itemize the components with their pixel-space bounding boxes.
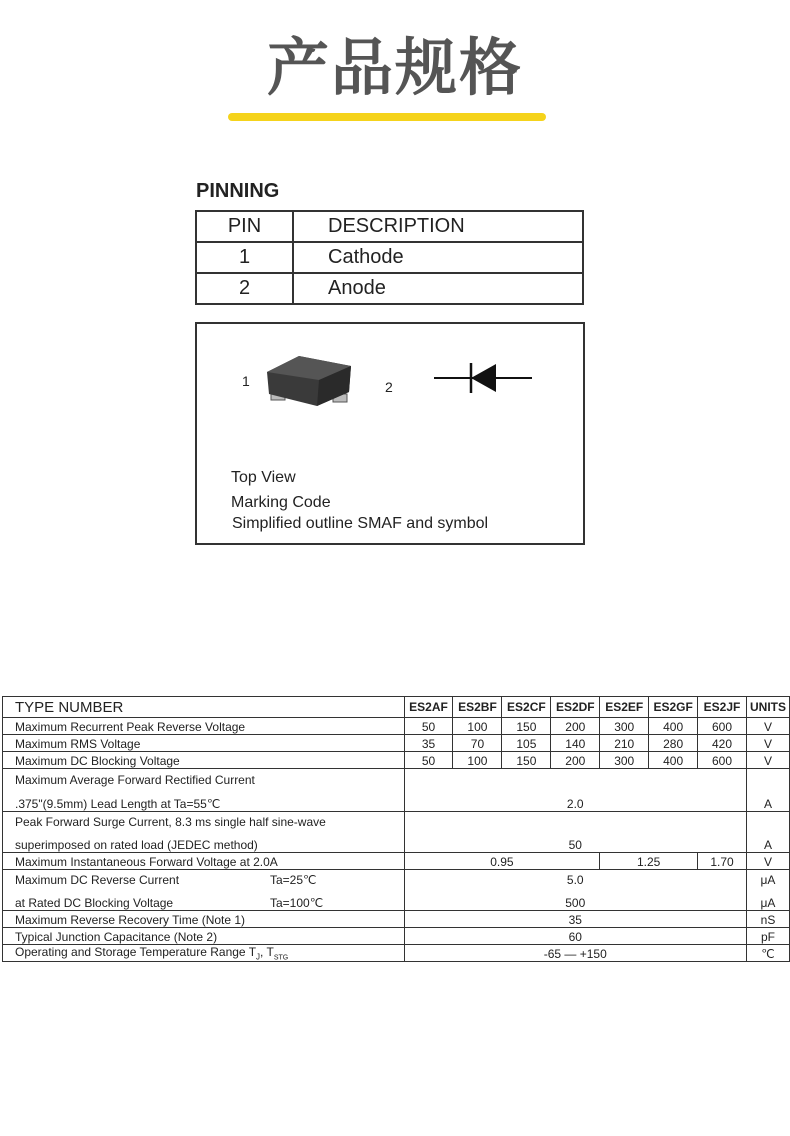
model-header: ES2GF <box>649 697 698 718</box>
param-value: 150 <box>502 752 551 769</box>
param-line: .375"(9.5mm) Lead Length at Ta=55℃ <box>15 797 221 811</box>
pin-column-header: PIN <box>196 211 293 242</box>
param-line-row <box>15 873 402 887</box>
param-unit-line: μA <box>760 873 776 887</box>
outline-caption: Simplified outline SMAF and symbol <box>232 515 489 532</box>
param-value: 2.0 <box>404 769 746 812</box>
param-value: 100 <box>453 718 502 735</box>
param-name: Maximum Reverse Recovery Time (Note 1) <box>3 911 405 928</box>
diode-symbol-icon <box>434 360 532 396</box>
table-row <box>3 945 790 962</box>
table-row <box>3 928 790 945</box>
param-value: 0.95 <box>404 853 600 870</box>
param-value: -65 — +150 <box>404 945 746 962</box>
param-value: 150 <box>502 718 551 735</box>
param-value: 50 <box>404 812 746 853</box>
param-line: Maximum Average Forward Rectified Current <box>15 773 255 787</box>
param-name: Typical Junction Capacitance (Note 2) <box>3 928 405 945</box>
param-unit <box>746 870 789 911</box>
param-unit: A <box>746 812 789 853</box>
spec-header-row <box>3 697 790 718</box>
param-unit: V <box>746 718 789 735</box>
model-header: ES2DF <box>551 697 600 718</box>
param-condition: Ta=25℃ <box>270 873 317 887</box>
param-line: Maximum DC Reverse Current <box>15 873 180 887</box>
table-row <box>3 769 790 812</box>
param-value: 70 <box>453 735 502 752</box>
param-value: 1.70 <box>698 853 747 870</box>
smaf-package-icon <box>261 348 357 410</box>
pin1-label: 1 <box>242 373 250 389</box>
pinning-header-row <box>196 211 583 242</box>
table-row <box>3 752 790 769</box>
param-value: 1.25 <box>600 853 698 870</box>
param-value: 210 <box>600 735 649 752</box>
param-line: Operating and Storage Temperature Range T <box>15 945 257 959</box>
pin-number: 2 <box>196 273 293 304</box>
param-value: 35 <box>404 735 453 752</box>
param-value: 400 <box>649 718 698 735</box>
param-value: 280 <box>649 735 698 752</box>
param-line: superimposed on rated load (JEDEC method) <box>15 838 258 852</box>
param-name <box>3 870 405 911</box>
table-row <box>3 812 790 853</box>
outline-box <box>195 322 585 545</box>
param-line: at Rated DC Blocking Voltage <box>15 896 174 910</box>
param-name <box>3 945 405 962</box>
param-line-row <box>15 896 402 910</box>
param-value: 300 <box>600 752 649 769</box>
param-value <box>404 870 746 911</box>
pin-description: Anode <box>293 273 583 304</box>
param-line: , T <box>260 945 274 959</box>
param-unit-line: μA <box>760 896 776 910</box>
param-value: 400 <box>649 752 698 769</box>
param-line: Peak Forward Surge Current, 8.3 ms single half sine-wave <box>15 815 326 829</box>
param-subscript: J <box>256 952 261 962</box>
title-underline <box>228 113 546 121</box>
param-value: 600 <box>698 718 747 735</box>
param-value: 200 <box>551 718 600 735</box>
param-unit: pF <box>746 928 789 945</box>
units-header: UNITS <box>746 697 789 718</box>
table-row <box>196 273 583 304</box>
param-unit: nS <box>746 911 789 928</box>
param-value: 140 <box>551 735 600 752</box>
table-row <box>3 853 790 870</box>
param-value: 50 <box>404 718 453 735</box>
param-value: 60 <box>404 928 746 945</box>
param-unit: A <box>746 769 789 812</box>
model-header: ES2CF <box>502 697 551 718</box>
param-value: 600 <box>698 752 747 769</box>
table-row <box>196 242 583 273</box>
model-header: ES2JF <box>698 697 747 718</box>
param-name: Maximum DC Blocking Voltage <box>3 752 405 769</box>
param-value: 200 <box>551 752 600 769</box>
param-name: Maximum Recurrent Peak Reverse Voltage <box>3 718 405 735</box>
param-unit: V <box>746 735 789 752</box>
pinning-table <box>195 210 584 305</box>
table-row <box>3 718 790 735</box>
type-number-header: TYPE NUMBER <box>3 697 405 718</box>
param-value: 300 <box>600 718 649 735</box>
top-view-text: Top View <box>231 469 296 486</box>
description-column-header: DESCRIPTION <box>293 211 583 242</box>
table-row <box>3 870 790 911</box>
param-name <box>3 769 405 812</box>
param-value-line: 5.0 <box>566 873 584 887</box>
param-name: Maximum Instantaneous Forward Voltage at 2.0A <box>3 853 405 870</box>
page-title: 产品规格 <box>266 31 523 104</box>
pin-description: Cathode <box>293 242 583 273</box>
param-unit: V <box>746 853 789 870</box>
param-condition: Ta=100℃ <box>270 896 324 910</box>
spec-table <box>2 696 790 962</box>
model-header: ES2BF <box>453 697 502 718</box>
pin2-label: 2 <box>385 379 393 395</box>
param-name <box>3 812 405 853</box>
param-unit: ℃ <box>746 945 789 962</box>
model-header: ES2AF <box>404 697 453 718</box>
param-value-line: 500 <box>565 896 586 910</box>
param-name: Maximum RMS Voltage <box>3 735 405 752</box>
model-header: ES2EF <box>600 697 649 718</box>
param-value: 35 <box>404 911 746 928</box>
param-value: 50 <box>404 752 453 769</box>
param-unit: V <box>746 752 789 769</box>
table-row <box>3 911 790 928</box>
param-subscript: STG <box>273 954 289 962</box>
param-value: 420 <box>698 735 747 752</box>
pin-number: 1 <box>196 242 293 273</box>
pinning-heading: PINNING <box>196 180 280 202</box>
marking-code-text: Marking Code <box>231 494 331 511</box>
param-value: 100 <box>453 752 502 769</box>
param-value: 105 <box>502 735 551 752</box>
table-row <box>3 735 790 752</box>
